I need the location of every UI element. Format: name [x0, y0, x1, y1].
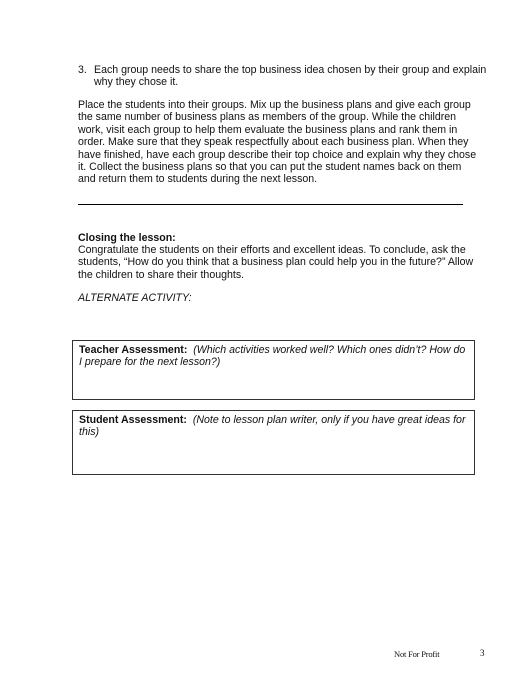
horizontal-rule [78, 204, 463, 205]
closing-heading: Closing the lesson: [78, 232, 176, 244]
student-assessment-prompt: (Note to lesson plan writer, only if you have great ideas for this) [79, 414, 466, 439]
teacher-assessment-prompt: (Which activities worked well? Which ones didn’t? How do I prepare for the next lesson?) [79, 344, 466, 369]
alternate-activity-heading: ALTERNATE ACTIVITY: [78, 292, 192, 304]
closing-paragraph: Congratulate the students on their efforts and excellent ideas. To conclude, ask the students, “How do you think that a business plan could help you in the future?” Allow the children to share their thoughts. [78, 244, 474, 281]
footer-text: Not For Profit [394, 649, 440, 659]
instructions-paragraph: Place the students into their groups. Mix up the business plans and give each group the same number of business plans as members of the group. While the children work, visit each group to help them evaluate the business plans and rank them in order. Make sure that they speak respectfully about each business plan. When they have finished, have each group describe their top choice and explain why they chose it. Collect the business plans so that you can put the student names back on them and return them to students during the next lesson. [78, 99, 477, 186]
list-item-text: Each group needs to share the top business idea chosen by their group and explain why they chose it. [94, 64, 487, 89]
student-assessment-label: Student Assessment: [79, 414, 187, 426]
teacher-assessment-label: Teacher Assessment: [79, 344, 188, 356]
list-item-number: 3. [78, 64, 87, 76]
page-number: 3 [480, 648, 485, 658]
list-item [78, 64, 488, 89]
student-assessment-box [72, 410, 475, 475]
teacher-assessment-box [72, 340, 475, 400]
